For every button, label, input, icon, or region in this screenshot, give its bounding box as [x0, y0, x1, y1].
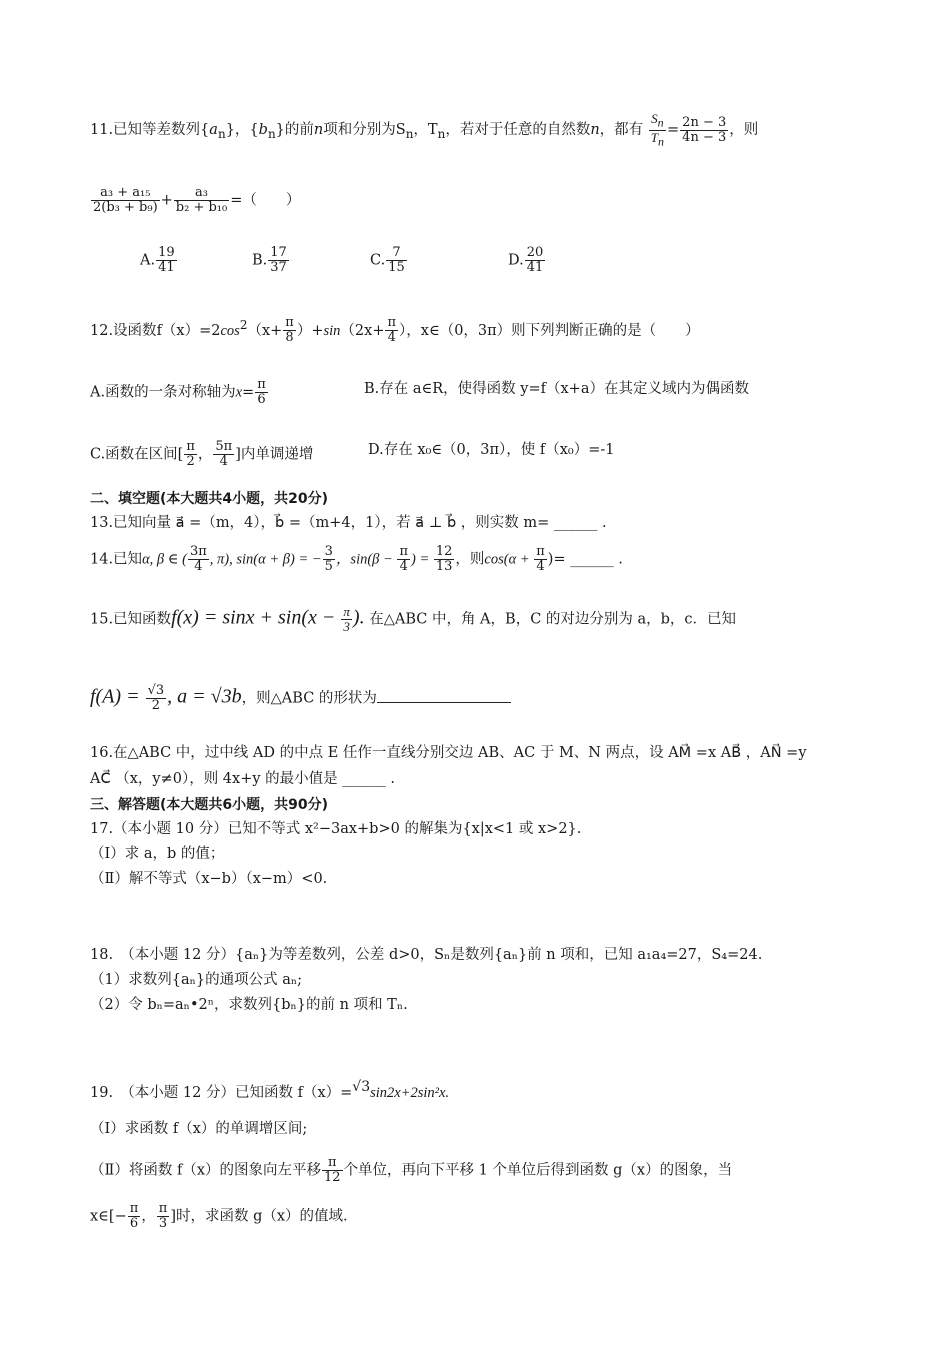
q17-line1: 17.（本小题 10 分）已知不等式 x²−3ax+b>0 的解集为{x|x<1 或 x>2}. — [90, 821, 582, 837]
q11-option-c: C. $\frac{7}{15}$ — [370, 245, 405, 275]
q12-option-a: A.函数的一条对称轴为x= $\frac{\pi}{6}$ — [90, 377, 266, 407]
q16-line2: AC⃗ （x，y≠0），则 4x+y 的最小值是 ______ . — [90, 771, 395, 787]
q11-option-d: D. $\frac{20}{41}$ — [508, 245, 544, 275]
q18-line2: （1）求数列{aₙ}的通项公式 aₙ; — [90, 972, 303, 988]
q11-text: ，则 — [729, 122, 759, 139]
q11-expr-frac1: $\frac{\text{a₃ + a₁₅}}{\text{2(b₃ + b₉)}}$ — [93, 185, 158, 215]
q11-var: b — [258, 122, 268, 139]
q18-line1: 18. （本小题 12 分）{aₙ}为等差数列，公差 d>0，Sₙ是数列{aₙ}前 n 项和，已知 a₁a₄=27，S₄=24. — [90, 947, 763, 963]
q16-line1: 16.在△ABC 中，过中线 AD 的中点 E 任作一直线分别交边 AB、AC 于 M、N 两点，设 AM⃗ =x AB⃗ ，AN⃗ =y — [90, 745, 807, 761]
q19-line3: （Ⅱ）将函数 f（x）的图象向左平移 $\frac{\pi}{12}$ 个单位，再向下平移 1 个单位后得到函数 g（x）的图象，当 — [90, 1155, 733, 1185]
q11-var: n — [590, 122, 600, 139]
q11-text: ，T — [413, 122, 438, 139]
q11-frac-ratio: $\frac{2n - 3}{4n - 3}$ — [682, 114, 727, 145]
q11-sub: n — [267, 126, 276, 141]
q11-sub: n — [437, 126, 446, 141]
q11-expression — [90, 186, 300, 215]
q11-sub: n — [217, 126, 226, 141]
q19-line1: 19. （本小题 12 分）已知函数 f（x）=$^{√3}$sin2x+2sin²x. — [90, 1079, 450, 1101]
q11-plus: + — [160, 192, 173, 209]
q11-option-a: A. $\frac{19}{41}$ — [140, 245, 175, 275]
q18-line3: （2）令 bₙ=aₙ•2ⁿ，求数列{bₙ}的前 n 项和 Tₙ. — [90, 997, 408, 1013]
q12-stem: 12.设函数$f(x)=2\cos^2(x+$ $\frac{\pi}{8}$ ）+sin（2x+ $\frac{\pi}{4}$ ），x∈（0，3π）则下列判断正确的是（ ） — [90, 315, 700, 346]
q11-text: ，都有 — [599, 122, 644, 139]
q11-answer-paren: =（ ） — [230, 192, 301, 209]
q11-equals: = — [667, 122, 680, 139]
q11-text: ，若对于任意的自然数 — [445, 122, 591, 139]
q11-text: 11.已知等差数列{ — [90, 122, 210, 139]
q11-line1 — [90, 112, 758, 148]
q11-option-b: B. $\frac{17}{37}$ — [252, 245, 287, 275]
q17-line2: （Ⅰ）求 a，b 的值； — [90, 846, 225, 862]
q14: 14.已知α, β ∈ ( $\frac{3\pi}{4}$ , π), sin(α + β) = − $\frac{3}{5}$ ，sin(β − $\frac{\pi}{4}$ ) = $\frac{12}{13}$ ，则cos(α + $\frac{\pi}{4}$ )= ______ . — [90, 544, 623, 574]
q19-line2: （Ⅰ）求函数 f（x）的单调增区间; — [90, 1121, 308, 1137]
q11-text: }的前 — [275, 122, 314, 139]
q13: 13.已知向量 a⃗ =（m，4），b⃗ =（m+4，1），若 a⃗ ⊥ b⃗ ，则实数 m= ______ . — [90, 515, 607, 531]
q12-option-b: B.存在 a∈R，使得函数 y=f（x+a）在其定义域内为偶函数 — [364, 381, 749, 397]
q11-var: a — [209, 122, 218, 139]
q19-line4: x∈[− $\frac{\pi}{6}$ ， $\frac{\pi}{3}$ ]时，求函数 g（x）的值域. — [90, 1201, 348, 1231]
q11-expr-frac2: $\frac{\text{a₃}}{\text{b₂ + b₁₀}}$ — [175, 185, 228, 215]
q11-text: 项和分别为S — [323, 122, 406, 139]
q15-answer-blank[interactable] — [377, 702, 511, 703]
section-solutions-heading: 三、解答题(本大题共6小题，共90分) — [90, 797, 329, 813]
q11-frac-sn-tn: $\frac{S_n}{T_n}$ — [650, 111, 665, 149]
q12-option-d: D.存在 x₀∈（0，3π），使 f（x₀）=-1 — [368, 442, 615, 458]
q11-var: n — [313, 122, 324, 139]
q11-text: }，{ — [225, 122, 259, 139]
q12-option-c: C.函数在区间[ $\frac{\pi}{2}$ ， $\frac{5\pi}{4}$ ]内单调递增 — [90, 439, 314, 469]
section-fill-in-heading: 二、填空题(本大题共4小题，共20分) — [90, 491, 329, 507]
q15-line1: 15.已知函数f(x) = sinx + sin(x − $\frac{\pi}{3}$ ). 在△ABC 中，角 A，B，C 的对边分别为 a，b，c．已知 — [90, 604, 737, 634]
q17-line3: （Ⅱ）解不等式（x−b）（x−m）<0. — [90, 871, 328, 887]
q15-line2: f(A) = $\frac{√3}{2}$ , a = √3b，则△ABC 的形状为 — [90, 684, 511, 713]
q11-sub: n — [405, 126, 414, 141]
